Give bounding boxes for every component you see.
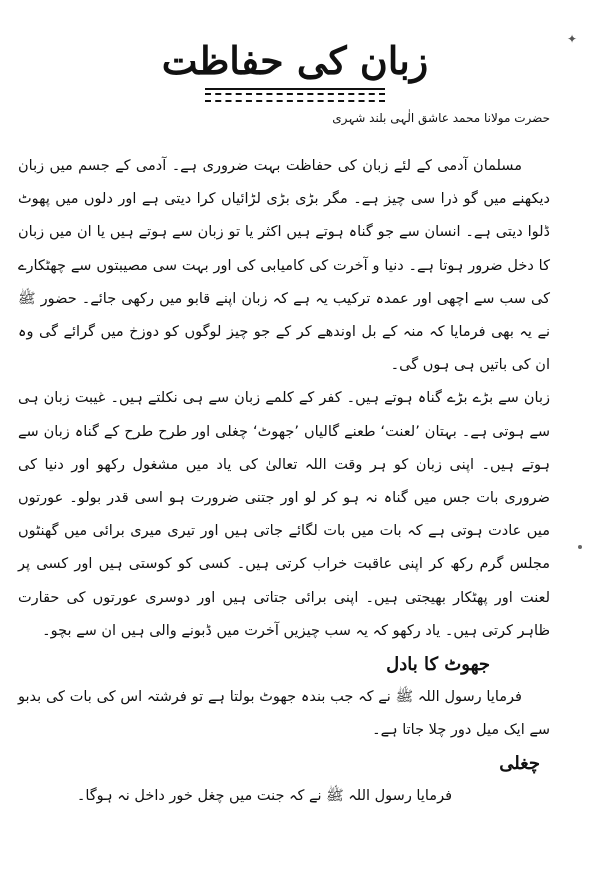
- title-underline-dashed: [205, 93, 385, 102]
- section-heading-backbiting: چغلی: [499, 753, 540, 775]
- title-underline: [205, 88, 385, 102]
- paragraph-1: مسلمان آدمی کے لئے زبان کی حفاظت بہت ضروری ہے۔ آدمی کے جسم میں زبان دیکھنے میں گو ذرا سی چیز ہے۔ مگر بڑی بڑی لڑائیاں کرا دیتی ہے اور دلوں میں پھوٹ ڈلوا دیتی ہے۔ انسان سے جو گناہ ہوتے ہیں اکثر یا تو زبان سے ہوتے ہیں یا ان میں زبان کا دخل ضرور ہوتا ہے۔ دنیا و آخرت کی کامیابی کی اور بہت سی مصیبتوں سے چھٹکارے کی سب سے اچھی اور عمدہ ترکیب یہ ہے کہ زبان اپنے قابو میں رکھی جائے۔ حضور ﷺ نے یہ بھی فرمایا کہ منہ کے بل اوندھے کر کے جو چیز لوگوں کو دوزخ میں گرائے گی وہ ان کی باتیں ہی ہوں گی۔: [18, 158, 550, 374]
- page-title: زبان کی حفاظت: [161, 38, 429, 83]
- title-underline-solid: [205, 88, 385, 90]
- section-text-backbiting: فرمایا رسول اللہ ﷺ نے کہ جنت میں چغل خور داخل نہ ہوگا۔: [76, 788, 452, 805]
- author-line: حضرت مولانا محمد عاشق الٰہی بلند شہری: [332, 111, 550, 125]
- margin-dot: [578, 545, 582, 549]
- article-body: [18, 150, 550, 814]
- section-heading-lies: جھوٹ کا بادل: [386, 654, 490, 676]
- section-text-lies: فرمایا رسول اللہ ﷺ نے کہ جب بندہ جھوٹ بولتا ہے تو فرشتہ اس کی بات کی بدبو سے ایک میل دور چلا جاتا ہے۔: [18, 689, 550, 739]
- page-corner-mark: ✦: [567, 32, 578, 46]
- title-block: [0, 38, 590, 102]
- paragraph-2: زبان سے بڑے بڑے گناہ ہوتے ہیں۔ کفر کے کلمے زبان سے ہی نکلتے ہیں۔ غیبت زبان ہی سے ہوتی ہے۔ بہتان ’لعنت‘ طعنے گالیاں ’جھوٹ‘ چغلی اور طرح طرح کے گناہ زبان سے ہوتے ہیں۔ اپنی زبان کو ہر وقت اللہ تعالیٰ کی یاد میں مشغول رکھو اور دنیا کی ضروری بات جس میں گناہ نہ ہو کر لو اور جتنی ضرورت ہو اسی قدر بولو۔ عورتوں میں عادت ہوتی ہے کہ بات میں بات لگائے جاتی ہیں اور تیری میری برائی میں گھنٹوں مجلس گرم رکھ کر اپنی عاقبت خراب کرتی ہیں۔ کسی کو کوستی ہیں اور کسی پر لعنت اور پھٹکار بھیجتی ہیں۔ اپنی برائی جتاتی ہیں اور دوسری عورتوں کی حقارت ظاہر کرتی ہیں۔ یاد رکھو کہ یہ سب چیزیں آخرت میں ڈبونے والی ہیں ان سے بچو۔: [18, 390, 550, 639]
